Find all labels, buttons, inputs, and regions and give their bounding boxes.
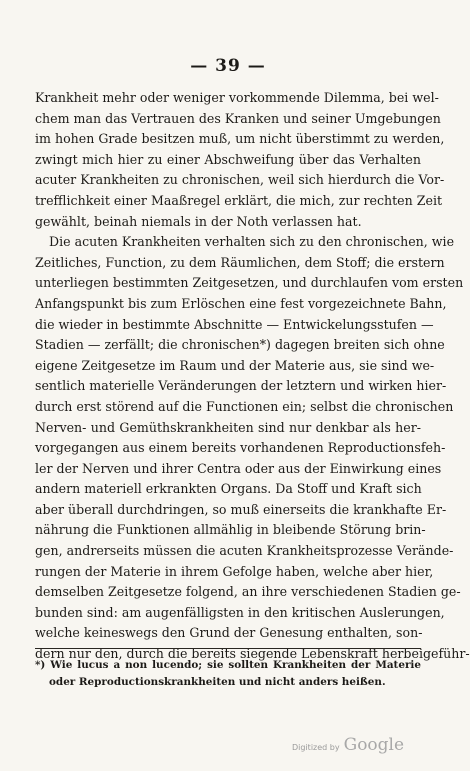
text-line: acuter Krankheiten zu chronischen, weil sich hierdurch die Vor- [35,172,445,188]
text-line: die wieder in bestimmte Abschnitte — Entwickelungsstufen — [35,316,434,332]
text-line: aber überall durchdringen, so muß einerseits die krankhafte Er- [35,501,447,517]
text-line: Zeitliches, Function, zu dem Räumlichen, dem Stoff; die erstern [35,254,445,270]
text-line: unterliegen bestimmten Zeitgesetzen, und durchlaufen vom ersten [35,275,464,291]
footnote-line: *) Wie lucus a non lucendo; sie sollten Krankheiten der Materie [35,659,421,671]
text-line: durch erst störend auf die Functionen ein; selbst die chronischen [35,398,454,414]
text-line: rungen der Materie in ihrem Gefolge haben, welche aber hier, [35,563,434,579]
text-line: Die acuten Krankheiten verhalten sich zu den chronischen, wie [49,234,455,250]
footnote [35,657,421,691]
digitized-watermark [292,735,432,755]
text-line: vorgegangen aus einem bereits vorhandenen Reproductionsfeh- [35,440,446,456]
google-logo: Google [343,735,405,755]
text-line: Krankheit mehr oder weniger vorkommende Dilemma, bei wel- [35,90,439,105]
text-line: sentlich materielle Veränderungen der letztern und wirken hier- [35,378,447,394]
text-line: welche keineswegs den Grund der Genesung enthalten, son- [35,625,423,641]
text-line: nährung die Funktionen allmählig in bleibende Störung brin- [35,522,426,538]
text-line: Anfangspunkt bis zum Erlöschen eine fest vorgezeichnete Bahn, [35,295,447,311]
text-line: gen, andrerseits müssen die acuten Krankheitsprozesse Verände- [35,543,454,559]
page-number: — 39 — [190,56,266,76]
body-text [35,88,470,665]
text-line: ler der Nerven und ihrer Centra oder aus der Einwirkung eines [35,460,442,476]
text-line: gewählt, beinah niemals in der Noth verlassen hat. [35,213,362,229]
footnote-divider [35,648,421,649]
text-line: zwingt mich hier zu einer Abschweifung über das Verhalten [35,151,421,167]
text-line: eigene Zeitgesetze im Raum und der Materie aus, sie sind we- [35,357,435,373]
text-line: bunden sind: am augenfälligsten in den kritischen Auslerungen, [35,604,445,620]
text-line: trefflichkeit einer Maaßregel erklärt, die mich, zur rechten Zeit [35,192,443,208]
footnote-line: oder Reproductionskrankheiten und nicht anders heißen. [49,676,386,688]
text-line: demselben Zeitgesetze folgend, an ihre verschiedenen Stadien ge- [35,584,461,600]
text-line: dern nur den, durch die bereits siegende Lebenskraft herbeigeführ- [35,646,470,662]
text-line: im hohen Grade besitzen muß, um nicht überstimmt zu werden, [35,131,445,147]
text-line: chem man das Vertrauen des Kranken und seiner Umgebungen [35,110,441,126]
text-line: Stadien — zerfällt; die chronischen*) dagegen breiten sich ohne [35,337,445,353]
text-line: andern materiell erkrankten Organs. Da Stoff und Kraft sich [35,481,422,497]
text-line: Nerven- und Gemüthskrankheiten sind nur denkbar als her- [35,419,421,435]
watermark-prefix: Digitized by [292,743,340,752]
